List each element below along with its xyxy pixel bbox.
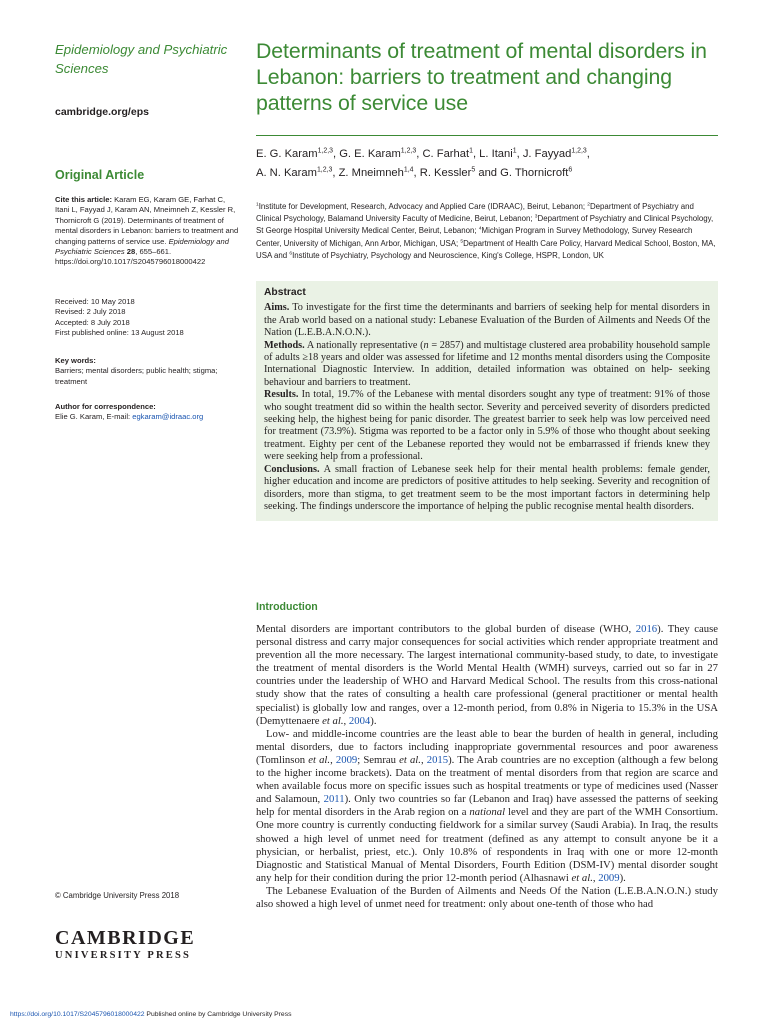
date-revised: Revised: 2 July 2018: [55, 307, 126, 317]
keywords-label: Key words:: [55, 356, 96, 365]
author-name: E. G. Karam: [256, 148, 318, 160]
correspondence-name: Elie G. Karam, E-mail:: [55, 412, 133, 422]
affiliation-text: Michigan Program in Survey Methodology, Survey Research Center, University of Michigan, Ann Arbor, Michigan, USA;: [256, 226, 693, 248]
footer-doi-link[interactable]: https://doi.org/10.1017/S2045796018000422: [10, 1011, 145, 1018]
reference-link[interactable]: 2011: [323, 793, 345, 806]
author-name: R. Kessler: [419, 167, 472, 179]
intro-text: ,: [420, 753, 427, 766]
publisher-logo-line1: CAMBRIDGE: [55, 927, 196, 949]
dates-block: [55, 297, 240, 339]
author-affil-sup: 5: [471, 166, 476, 174]
author-name: C. Farhat: [422, 148, 470, 160]
author-affil-sup: 1,4: [403, 166, 414, 174]
intro-etal: et al.: [308, 753, 331, 766]
intro-paragraph-1: [256, 623, 718, 728]
affiliation-text: Department of Psychiatry and Clinical Psychology, Balamand University Faculty of Medicine, Beirut, Lebanon;: [256, 202, 694, 224]
footer-text: Published online by Cambridge University Press: [144, 1011, 292, 1018]
affiliation-text: Department of Health Care Policy, Harvard Medical School, Boston, MA, USA and: [256, 238, 716, 260]
affiliation-text: Department of Psychiatry and Clinical Psychology, St George Hospital University Medical Center, Beirut, Lebanon;: [256, 214, 714, 236]
journal-name: Epidemiology and Psychiatric Sciences: [55, 42, 228, 76]
affil-sup: 2: [587, 202, 590, 208]
intro-text: Low- and middle-income countries are the least able to bear the burden of health in general, including mental disorders, due to factors including inappropriate governmental resources and poor awareness (Tomlinson: [256, 727, 718, 766]
introduction-heading: Introduction: [256, 601, 318, 613]
introduction-body: [256, 623, 718, 911]
intro-etal: et al.: [571, 871, 593, 884]
abstract-aims: [264, 302, 710, 339]
abstract-results: [264, 389, 710, 463]
date-published: First published online: 13 August 2018: [55, 328, 184, 338]
affil-sup: 4: [478, 226, 482, 232]
intro-etal: et al.: [322, 714, 344, 727]
intro-text: ). Only two countries so far (Lebanon and Iraq) have assessed the patterns of seeking help for mental disorders in the Arab region on a: [256, 793, 718, 819]
abstract-methods-n: n: [423, 339, 429, 351]
intro-etal: et al.: [399, 753, 421, 766]
reference-link[interactable]: 2009: [598, 871, 620, 884]
abstract-conclusions: [264, 464, 710, 514]
author-affil-sup: 1,2,3: [571, 147, 587, 155]
abstract-box: [256, 281, 718, 521]
intro-text: ). They cause personal distress and carry major consequences for social activities which render appropriate treatment and prevention all the more necessary. The largest international community-based study, to date, to investigate the treatment of mental disorders is the World Mental Health (WMH) surveys, carried out so far in 27 countries under the leadership of WHO and Harvard Medical School. The results from this cross-national study show that the rates of consulting a health care professional (general practitioner or mental health specialist) is globally low and ranges, over a 12-month period, from 0.8% in Nigeria to 15.3% in the USA (Demyttenaere: [256, 623, 719, 727]
correspondence-label: Author for correspondence:: [55, 402, 156, 411]
author-affil-sup: 1: [469, 147, 473, 155]
affil-sup: 5: [460, 238, 464, 244]
citation-pages-doi: , 655–661. https://doi.org/10.1017/S2045796018000422: [55, 247, 206, 267]
publisher-logo-line2: UNIVERSITY PRESS: [55, 950, 192, 961]
intro-text: ,: [330, 753, 336, 766]
author-name: J. Fayyad: [522, 148, 572, 160]
abstract-methods: [264, 340, 710, 390]
author-name: Z. Mneimneh: [338, 167, 404, 179]
author-affil-sup: 1,2,3: [316, 166, 333, 174]
intro-text: ,: [592, 871, 599, 884]
intro-text: ).: [619, 871, 626, 884]
journal-url-link[interactable]: cambridge.org/eps: [55, 106, 149, 118]
author-line-1: E. G. Karam$^{1,2,3}$, G. E. Karam$^{1,2,3}$, C. Farhat$^1$, L. Itani$^1$, J. Fayyad$^{1,2,3}$,: [256, 147, 590, 160]
author-affil-sup: 1: [512, 147, 517, 155]
affil-sup: 1: [256, 202, 259, 208]
abstract-aims-label: Aims.: [264, 302, 290, 314]
title-divider: [256, 135, 718, 136]
reference-link[interactable]: 2004: [348, 714, 371, 727]
author-name: G. E. Karam: [339, 148, 401, 160]
copyright-notice: © Cambridge University Press 2018: [55, 891, 180, 900]
intro-text: ; Semrau: [357, 753, 400, 766]
affiliation-text: Institute for Development, Research, Advocacy and Applied Care (IDRAAC), Beirut, Lebanon;: [258, 202, 588, 211]
author-line-2: A. N. Karam$^{1,2,3}$, Z. Mneimneh$^{1,4}$, R. Kessler$^5$ and G. Thornicroft$^6$: [256, 166, 573, 179]
author-name: L. Itani: [479, 148, 513, 160]
author-name: A. N. Karam: [256, 167, 317, 179]
abstract-methods-text: = 2857) and multistage clustered area probability household sample of adults: [264, 339, 711, 364]
intro-text: Mental disorders are important contributors to the global burden of disease (WHO,: [256, 623, 636, 635]
intro-paragraph-2: [256, 728, 718, 885]
main-column: [256, 38, 719, 910]
citation-label: Cite this article:: [55, 195, 112, 204]
reference-link[interactable]: 2009: [335, 753, 358, 766]
keywords-text: Barriers; mental disorders; public health; stigma; treatment: [55, 366, 218, 386]
author-affil-sup: 1,2,3: [400, 147, 417, 155]
abstract-methods-text: A nationally representative (: [304, 339, 424, 351]
abstract-conclusions-text: A small fraction of Lebanese seek help for their mental health problems: female gender, higher education and income are predictors of positive attitudes to help seeking. Severity and recognition of disorders, more than stigma, to get treatment seem to be the most important factors in determining help seeking. The findings underscore the importance of helping the public recognise mental health disorders.: [264, 463, 710, 512]
date-accepted: Accepted: 8 July 2018: [55, 317, 130, 327]
intro-text: ,: [343, 714, 349, 727]
author-affil-sup: 1,2,3: [317, 147, 333, 155]
citation-text: Karam EG, Karam GE, Farhat C, Itani L, Fayyad J, Karam AN, Mneimneh Z, Kessler R, Thornicroft G (2019). Determinants of treatment of mental disorders in Lebanon: barriers to treatment and changing patterns of service use.: [55, 195, 239, 246]
publisher-logo: [55, 928, 195, 963]
article-title: Determinants of treatment of mental disorders in Lebanon: barriers to treatment and changing patterns of service use: [256, 39, 707, 115]
citation-journal: Epidemiology and Psychiatric Sciences: [55, 236, 229, 257]
date-received: Received: 10 May 2018: [55, 297, 135, 306]
citation-block: [55, 195, 240, 268]
abstract-conclusions-label: Conclusions.: [264, 463, 320, 475]
abstract-methods-age: ≥18 years: [302, 352, 343, 364]
correspondence-block: [55, 402, 240, 423]
intro-emphasis: national: [469, 806, 506, 819]
intro-text: ). The Arab countries are no exception (although a few belong to the higher income brackets). Data on the treatment of mental disorders from that region are scarce and when available focus more on specific issues such as hospital treatments or type of medicines used (Nasser and Salamoun,: [256, 753, 718, 806]
affiliation-text: Institute of Psychiatry, Psychology and Neuroscience, King's College, HSPR, London, UK: [292, 250, 604, 260]
reference-link[interactable]: 2015: [426, 753, 449, 766]
abstract-methods-text: and older was assessed for lifetime and 12 months mental disorders using the Composite International Diagnostic Interview. In addition, detailed information was obtained on help- seeking behaviour and barriers to treatment.: [264, 352, 710, 388]
abstract-heading: Abstract: [264, 287, 306, 299]
abstract-aims-text: To investigate for the first time the determinants and barriers of seeking help for mental disorders in the Arab world based on a national study: Lebanese Evaluation of the Burden of Ailments and Needs Of the Nation (L.E.B.A.N.O.N.).: [264, 302, 710, 339]
keywords-block: [55, 356, 240, 387]
author-list: [256, 145, 718, 183]
abstract-results-label: Results.: [264, 389, 299, 401]
abstract-methods-label: Methods.: [264, 339, 305, 351]
correspondence-email-link[interactable]: egkaram@idraac.org: [132, 412, 204, 422]
author-name: G. Thornicroft: [500, 167, 569, 179]
affil-sup: 3: [534, 214, 538, 220]
affil-sup: 6: [289, 251, 293, 257]
intro-text: ).: [370, 714, 377, 727]
abstract-results-text: In total, 19.7% of the Lebanese with mental disorders sought any type of treatment: 91% of those who sought treatment did so within the health sector. Severity and perceived severity of disorders predicted seeking help, the highest being for panic disorder. The greatest barrier to seek help was low perceived need for treatment (73.9%). Stigma was reported to be a factor only in 5.9% of those who thought about seeking treatment. Eighty per cent of the Lebanese reported they would not be embarrassed if friends knew they were seeking help from a professional.: [264, 389, 710, 463]
citation-volume: 28: [126, 247, 136, 257]
article-type-label: Original Article: [55, 168, 145, 182]
affiliations: [256, 201, 718, 262]
author-affil-sup: 6: [568, 166, 573, 174]
page-footer: [10, 1011, 292, 1018]
intro-paragraph-3: The Lebanese Evaluation of the Burden of Ailments and Needs Of the Nation (L.E.B.A.N.O.N.) study also showed a high level of unmet need for treatment: only about one-tenth of those who had: [256, 884, 718, 910]
reference-link[interactable]: 2016: [635, 623, 658, 635]
intro-text: level and they are part of the WMH Consortium. One more country is currently conducting fieldwork for a similar survey (Saudi Arabia). In Iraq, the results showed a high level of unmet need for treatment (defined as any attempt to consult anyone be it a physician, or herbalist, priest, etc.). Only 10.8% of respondents in Iraq with one or more 12-month Diagnostic and Statistical Manual of Mental Disorders, Fourth Edition (DSM-IV) mental disorder sought any help for their condition during the prior 12-month period (Alhasnawi: [256, 806, 718, 884]
